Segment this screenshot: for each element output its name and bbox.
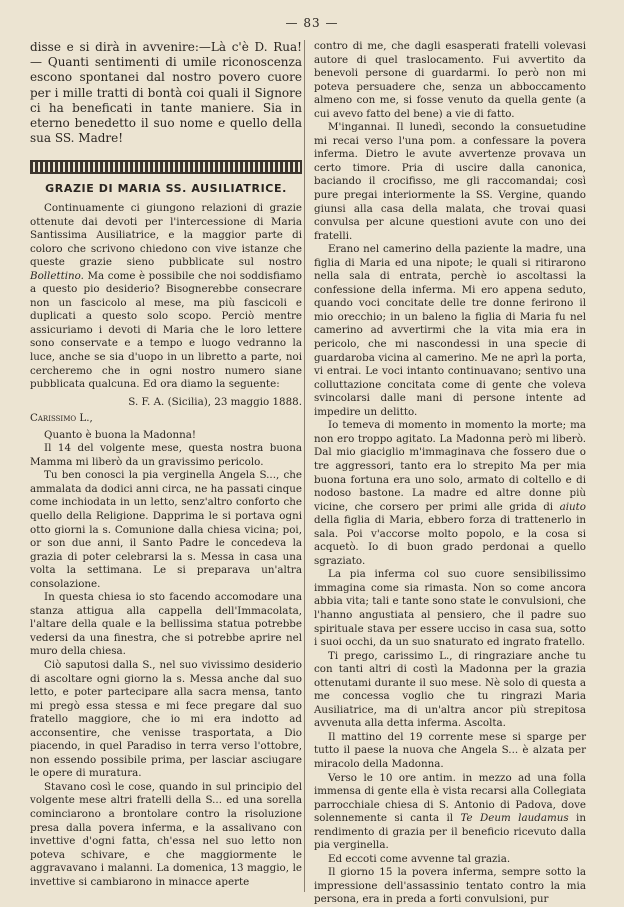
letter-paragraph: Il mattino del 19 corrente mese si sparge per tutto il paese la nuova che Angela S... è alzata per miracolo della Madonna. [314, 730, 586, 770]
letter-salutation: Carissimo L., [30, 412, 93, 425]
letter-paragraph: Il 14 del volgente mese, questa nostra buona Mamma mi liberò da un gravissimo pericolo. [30, 442, 302, 468]
column-divider [304, 40, 305, 892]
letter-paragraph: Io temeva di momento in momento la morte; ma non ero troppo agitato. La Madonna però mi liberò. Dal mio giaciglio m'immaginava che fossero due o tre aggressori, tanto era lo strepito Ma per mia buona fortuna era uno solo, armato di coltello e di nodoso bastone. La madre ed altre donne più vicine, che corsero per primi alle grida di aiuto della figlia di Maria, ebbero forza di trattenerlo in sala. Poi v'accorse molto popolo, e la cosa si acquetò. Io di buon grado perdonai a quello sgraziato. [314, 419, 586, 567]
letter-dateline: S. F. A. (Sicilia), 23 maggio 1888. [128, 395, 302, 408]
letter-paragraph: Stavano così le cose, quando in sul principio del volgente mese altri fratelli della S... ed una sorella cominciarono a brontolare contro la risoluzione presa dalla povera inferma, e la assalivano con invettive d'ogni fatta, ch'essa nel suo letto non poteva schivare, e che maggiormente le aggravavano i malanni. La domenica, 13 maggio, le invettive si cambiarono in minacce aperte [30, 780, 302, 888]
left-column [30, 40, 302, 889]
letter-paragraph: Quanto è buona la Madonna! [44, 428, 197, 441]
letter-paragraph: Ti prego, carissimo L., di ringraziare anche tu con tanti altri di costì la Madonna per la grazia ottenutami durante il suo mese. Nè solo di questa a me concessa voglio che tu ringrazi Maria Ausiliatrice, ma di un'altra ancor più strepitosa avvenuta alla detta inferma. Ascolta. [314, 649, 586, 730]
page-number: — 83 — [285, 16, 339, 30]
letter-paragraph: contro di me, che dagli esasperati fratelli volevasi autore di quel traslocamento. Fui avvertito da benevoli persone di guardarmi. Io però non mi poteva persuadere che, senza un abboccamento almeno con me, si fosse venuto da quella gente (a cui avevo fatto del bene) a vie di fatto. [314, 40, 586, 120]
letter-paragraph: M'ingannai. Il lunedì, secondo la consuetudine mi recai verso l'una pom. a confessare la povera inferma. Dietro le avute avvertenze provava un certo timore. Pria di uscire dalla canonica, baciando il crocifisso, me gli raccomandai; così pure pregai interiormente la SS. Vergine, quando giunsi alla casa della malata, che trovai quasi convulsa per alcune questioni avute con uno dei fratelli. [314, 121, 586, 242]
letter-paragraph: Ed eccoti come avvenne tal grazia. [328, 852, 511, 865]
letter-paragraph: Verso le 10 ore antim. in mezzo ad una folla immensa di gente ella è vista recarsi alla Collegiata parrocchiale chiesa di S. Antonio di Padova, dove solennemente si canta il Te Deum laudamus in rendimento di grazia per il beneficio ricevuto dalla pia verginella. [314, 771, 586, 852]
letter-paragraph: Tu ben conosci la pia verginella Angela S..., che ammalata da dodici anni circa, ne ha passati cinque come inchiodata in un letto, senz'altro conforto che quello della Religione. Dapprima le si portava ogni otto giorni la s. Comunione dalla chiesa vicina; poi, or son due anni, il Santo Padre le concedeva la grazia di poter celebrarsi la s. Messa in casa una volta la settimana. Le si preparava un'altra consolazione. [30, 469, 302, 590]
letter-paragraph: Ciò saputosi dalla S., nel suo vivissimo desiderio di ascoltare ogni giorno la s. Messa anche dal suo letto, e poter partecipare alla sacra mensa, tanto mi pregò essa stessa e mi fece pregare dal suo fratello maggiore, che io mi era indotto ad acconsentire, che venisse trasportata, a Dio piacendo, in quel Paradiso in terra verso l'ottobre, non essendo possibile prima, per lasciar asciugare le opere di muratura. [30, 659, 302, 780]
letter-paragraph: Erano nel camerino della paziente la madre, una figlia di Maria ed una nipote; le quali si ritirarono nella sala di entrata, perchè io ascoltassi la confessione della inferma. Mi ero appena seduto, quando voci concitate delle tre donne ferirono il mio orecchio; in un baleno la figlia di Maria fu nel camerino ad avvertirmi che la vita mia era in pericolo, che mi nascondessi in una specie di guardaroba vicina al camerino. Me ne aprì la porta, vi entrai. Le voci intanto continuavano; sentivo una colluttazione concitata come di gente che voleva svincolarsi dalle mani di persone intente ad impedire un delitto. [314, 243, 586, 418]
section-title: GRAZIE DI MARIA SS. AUSILIATRICE. [45, 182, 287, 196]
section-paragraph: Continuamente ci giungono relazioni di grazie ottenute dai devoti per l'intercessione di Maria Santissima Ausiliatrice, e la maggior parte di coloro che scrivono chiedono con vive istanze che queste grazie sieno pubblicate sul nostro Bollettino. Ma come è possibile che noi soddisfiamo a questo pio desiderio? Bisognerebbe consecrare non un fascicolo al mese, ma più fascicoli e duplicati a questo solo scopo. Perciò mentre assicuriamo i devoti di Maria che le loro lettere sono conservate e a tempo e luogo vedranno la luce, anche se sia d'uopo in un libretto a parte, noi cercheremo che in ogni nostro numero siane pubblicata qualcuna. Ed ora diamo la seguente: [30, 201, 302, 391]
letter-paragraph: In questa chiesa io sto facendo accomodare una stanza attigua alla cappella dell'Immacolata, l'altare della quale e la bellissima statua potrebbe vedersi da una finestra, che si potrebbe aprire nel muro della chiesa. [30, 591, 302, 658]
intro-paragraph: disse e si dirà in avvenire:—Là c'è D. Rua! — Quanti sentimenti di umile riconoscenza escono spontanei dal nostro povero cuore per i mille tratti di bontà coi quali il Signore ci ha beneficati in tante maniere. Sia in eterno benedetto il suo nome e quello della sua SS. Madre! [30, 40, 302, 146]
letter-paragraph: Il giorno 15 la povera inferma, sempre sotto la impressione dell'assassinio tentato contro la mia persona, era in preda a forti convulsioni, pur [314, 866, 586, 906]
letter-paragraph: La pia inferma col suo cuore sensibilissimo immagina come sia rimasta. Non so come ancora abbia vita; tali e tante sono state le convulsioni, che l'hanno angustiata al pensiero, che il padre suo spirituale stava per essere ucciso in casa sua, sotto i suoi occhi, da un suo snaturato ed ingrato fratello. [314, 568, 586, 649]
right-column [314, 40, 586, 907]
ornamental-divider [30, 160, 302, 174]
